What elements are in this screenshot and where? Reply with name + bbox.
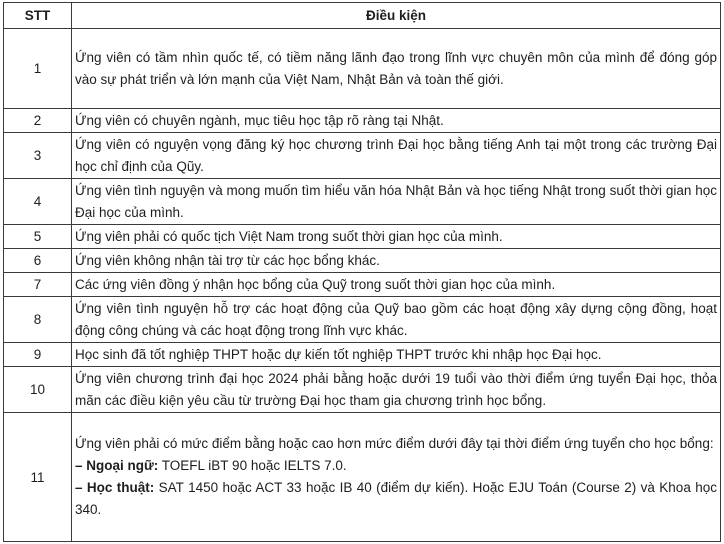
academic-text: SAT 1450 hoặc ACT 33 hoặc IB 40 (điểm dự kiến). Hoặc EJU Toán (Course 2) và Khoa học 340. xyxy=(75,480,717,517)
row-condition: Ứng viên có chuyên ngành, mục tiêu học tập rõ ràng tại Nhật. xyxy=(72,109,721,133)
row-number: 11 xyxy=(4,413,72,542)
language-requirement xyxy=(75,455,717,477)
row-number: 7 xyxy=(4,273,72,297)
row-condition: Ứng viên tình nguyện và mong muốn tìm hiểu văn hóa Nhật Bản và học tiếng Nhật trong suốt thời gian học Đại học của mình. xyxy=(72,179,721,225)
row-condition: Các ứng viên đồng ý nhận học bổng của Quỹ trong suốt thời gian học của mình. xyxy=(72,273,721,297)
table-header-row xyxy=(4,3,721,29)
eligibility-table xyxy=(3,2,721,542)
row-condition: Ứng viên chương trình đại học 2024 phải bằng hoặc dưới 19 tuổi vào thời điểm ứng tuyển Đại học, thỏa mãn các điều kiện yêu cầu từ trường Đại học tham gia chương trình học bổng. xyxy=(72,367,721,413)
row-number: 4 xyxy=(4,179,72,225)
row-number: 6 xyxy=(4,249,72,273)
row-number: 3 xyxy=(4,133,72,179)
academic-requirement xyxy=(75,477,717,521)
language-text: TOEFL iBT 90 hoặc IELTS 7.0. xyxy=(158,458,347,473)
row-number: 9 xyxy=(4,343,72,367)
header-condition: Điều kiện xyxy=(72,3,721,29)
row-number: 10 xyxy=(4,367,72,413)
table-row xyxy=(4,225,721,249)
row-condition: Ứng viên tình nguyện hỗ trợ các hoạt động của Quỹ bao gồm các hoạt động xây dựng cộng đồng, hoạt động công chúng và các hoạt động trong lĩnh vực khác. xyxy=(72,297,721,343)
table-row xyxy=(4,249,721,273)
academic-label: – Học thuật: xyxy=(75,480,155,495)
row-number: 1 xyxy=(4,29,72,109)
row-condition: Học sinh đã tốt nghiệp THPT hoặc dự kiến tốt nghiệp THPT trước khi nhập học Đại học. xyxy=(72,343,721,367)
table-row xyxy=(4,29,721,109)
row-condition: Ứng viên có tầm nhìn quốc tế, có tiềm năng lãnh đạo trong lĩnh vực chuyên môn của mình để đóng góp vào sự phát triển và lớn mạnh của Việt Nam, Nhật Bản và toàn thế giới. xyxy=(72,29,721,109)
table-row xyxy=(4,109,721,133)
row-number: 8 xyxy=(4,297,72,343)
language-label: – Ngoại ngữ: xyxy=(75,458,159,473)
table-row xyxy=(4,413,721,542)
header-stt: STT xyxy=(4,3,72,29)
table-row xyxy=(4,273,721,297)
table-row xyxy=(4,179,721,225)
row-number: 2 xyxy=(4,109,72,133)
row-condition: Ứng viên có nguyện vọng đăng ký học chương trình Đại học bằng tiếng Anh tại một trong các trường Đại học chỉ định của Qũy. xyxy=(72,133,721,179)
row-condition: Ứng viên không nhận tài trợ từ các học bổng khác. xyxy=(72,249,721,273)
table-row xyxy=(4,297,721,343)
table-row xyxy=(4,133,721,179)
row-number: 5 xyxy=(4,225,72,249)
row-condition: Ứng viên phải có quốc tịch Việt Nam trong suốt thời gian học của mình. xyxy=(72,225,721,249)
row-condition xyxy=(72,413,721,542)
table-row xyxy=(4,343,721,367)
score-intro: Ứng viên phải có mức điểm bằng hoặc cao hơn mức điểm dưới đây tại thời điểm ứng tuyển cho học bổng: xyxy=(75,436,714,451)
table-row xyxy=(4,367,721,413)
